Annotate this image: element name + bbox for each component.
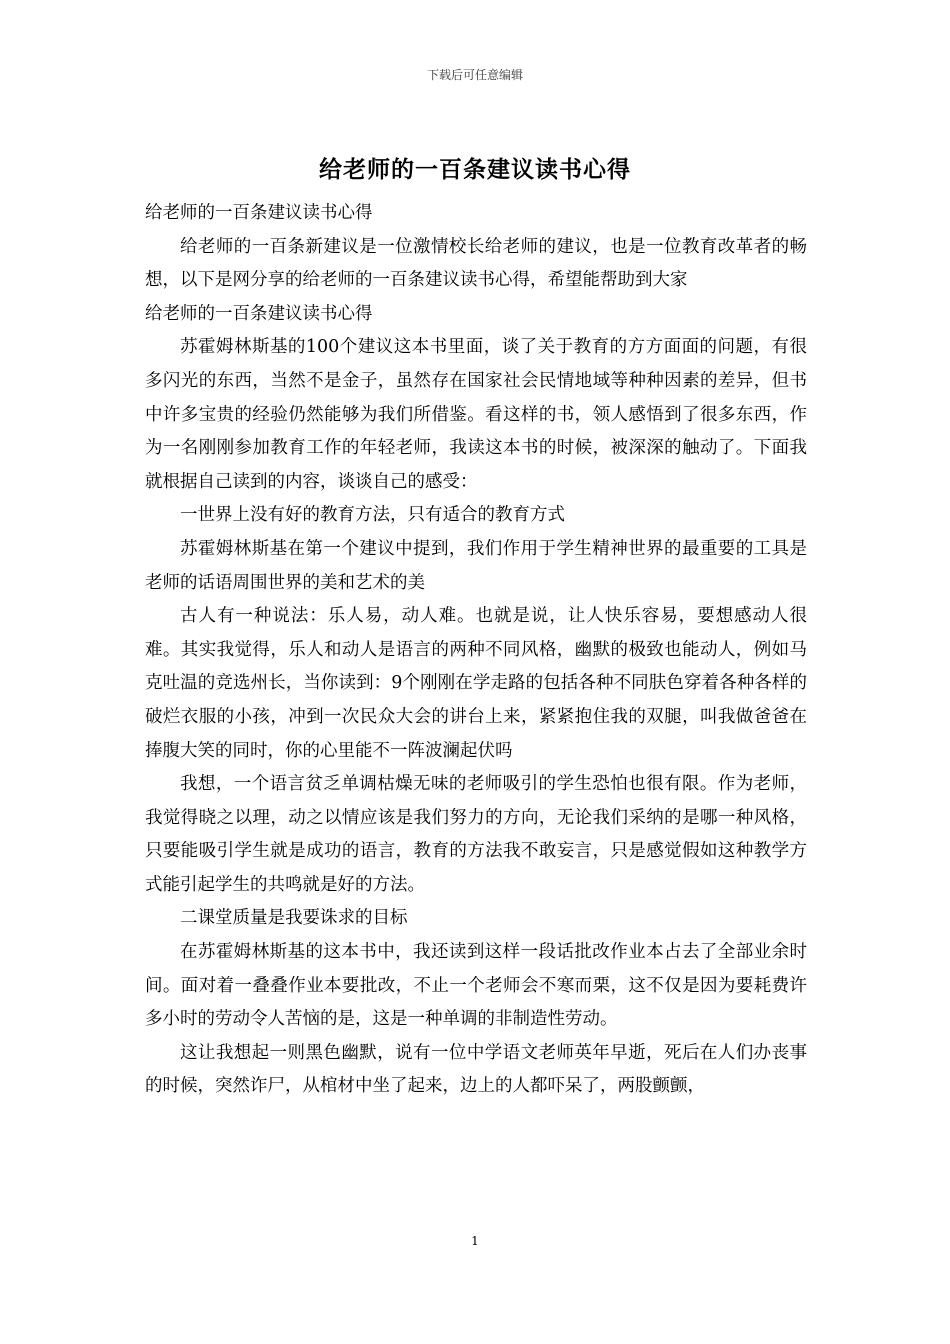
header-note: 下载后可任意编辑 [426, 68, 523, 82]
paragraph: 苏霍姆林斯基在第一个建议中提到，我们作用于学生精神世界的最重要的工具是老师的话语周围世界的美和艺术的美 [145, 538, 807, 593]
paragraph: 我想，一个语言贫乏单调枯燥无味的老师吸引的学生恐怕也很有限。作为老师，我觉得晓之以理，动之以情应该是我们努力的方向，无论我们采纳的是哪一种风格，只要能吸引学生就是成功的语言，教育的方法我不敢妄言，只是感觉假如这种教学方式能引起学生的共鸣就是好的方法。 [145, 774, 807, 895]
page-number: 1 [471, 1234, 479, 1248]
paragraph: 给老师的一百条建议读书心得 [145, 303, 373, 324]
paragraph: 给老师的一百条新建议是一位激情校长给老师的建议，也是一位教育改革者的畅想，以下是网分享的给老师的一百条建议读书心得，希望能帮助到大家 [145, 236, 807, 291]
document-body [145, 197, 807, 1104]
paragraph: 这让我想起一则黑色幽默，说有一位中学语文老师英年早逝，死后在人们办丧事的时候，突然诈尸，从棺材中坐了起来，边上的人都吓呆了，两股颤颤， [145, 1042, 807, 1097]
paragraph: 在苏霍姆林斯基的这本书中，我还读到这样一段话批改作业本占去了全部业余时间。面对着一叠叠作业本要批改，不止一个老师会不寒而栗，这不仅是因为要耗费许多小时的劳动令人苦恼的是，这是一种单调的非制造性劳动。 [145, 942, 807, 1030]
paragraph: 给老师的一百条建议读书心得 [145, 203, 373, 223]
section-heading: 一世界上没有好的教育方法，只有适合的教育方式 [180, 505, 565, 526]
document-title: 给老师的一百条建议读书心得 [319, 156, 631, 183]
paragraph: 苏霍姆林斯基的100个建议这本书里面，谈了关于教育的方方面面的问题，有很多闪光的东西，当然不是金子，虽然存在国家社会民情地域等种种因素的差异，但书中许多宝贵的经验仍然能够为我们所借鉴。看这样的书，领人感悟到了很多东西，作为一名刚刚参加教育工作的年轻老师，我读这本书的时候，被深深的触动了。下面我就根据自己读到的内容，谈谈自己的感受： [145, 337, 807, 492]
paragraph: 古人有一种说法：乐人易，动人难。也就是说，让人快乐容易，要想感动人很难。其实我觉得，乐人和动人是语言的两种不同风格，幽默的极致也能动人，例如马克吐温的竞选州长，当你读到：9个刚刚在学走路的包括各种不同肤色穿着各种各样的破烂衣服的小孩，冲到一次民众大会的讲台上来，紧紧抱住我的双腿，叫我做爸爸在捧腹大笑的同时，你的心里能不一阵波澜起伏吗 [145, 606, 807, 761]
section-heading: 二课堂质量是我要诛求的目标 [180, 908, 408, 929]
